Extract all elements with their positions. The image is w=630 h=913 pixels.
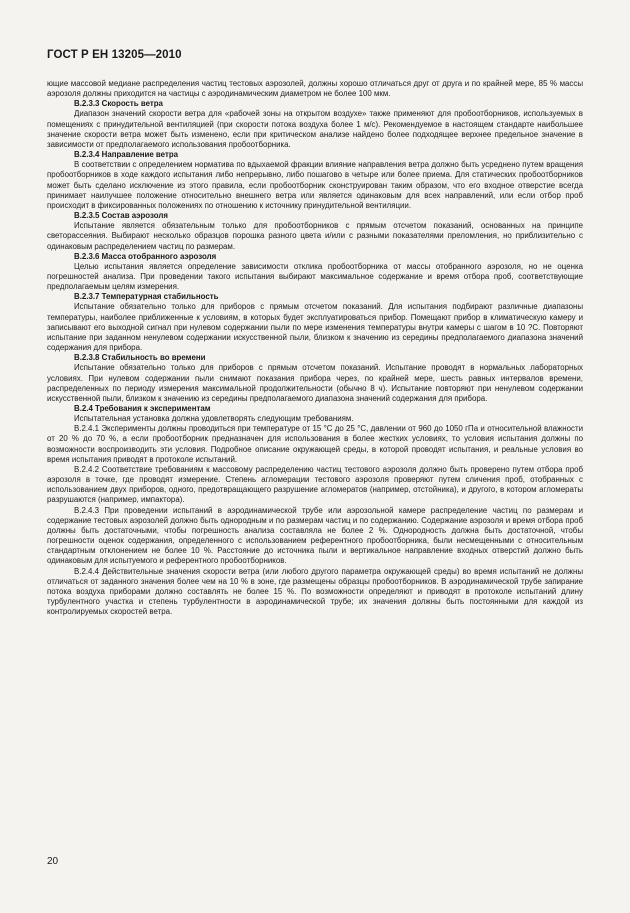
section-heading: В.2.3.4 Направление ветра [74,150,179,160]
paragraph: Диапазон значений скорости ветра для «рабочей зоны на открытом воздухе» также применяют для пробоотборников, используемых в помещениях с принудительной вентиляцией (при скорости потока воздуха более 1 м/с). Рекомендуемое в настоящем стандарте наибольшее значение скорости ветра может быть изменено, если при критическом анализе найдено более подходящее верхнее предельное значение в зависимости от предполагаемого использования пробоотборника. [47,109,583,149]
paragraph: В.2.4.4 Действительные значения скорости ветра (или любого другого параметра окружающей среды) во время испытаний не должны отличаться от заданного значения более чем на 10 % в зоне, где размещены образцы пробоотборников. В аэродинамической трубе запирание потока воздуха приборами должно составлять не более 15 %. По возможности определяют и приводят в протоколе испытаний длину турбулентного участка и степень турбулентности в аэродинамической трубе; их значения должны быть постоянными для каждой из контролируемых скоростей ветра. [47,566,583,617]
section-heading: В.2.4 Требования к экспериментам [74,404,211,413]
paragraph: В.2.4.2 Соответствие требованиям к массовому распределению частиц тестового аэрозоля должно быть проверено путем отбора проб аэрозоля в точке, где проводят измерение. Степень агломерации тестового аэрозоля проверяют путем сличения проб, отобранных с использованием двух приборов, одного, предотвращающего разрушение агломератов (например, отстойника), и другого, в котором агломераты разрушаются (например, импактора). [47,464,583,505]
paragraph: Целью испытания является определение зависимости отклика пробоотборника от массы отобранного аэрозоля, но не оценка погрешностей анализа. При проведении такого испытания выбирают максимальное содержание и время отбора проб, соответствующие предполагаемым целям измерения. [47,261,583,292]
paragraph: Испытание является обязательным только для пробоотборников с прямым отсчетом показаний, основанных на принципе светорассеяния. Выбирают несколько образцов порошка разного цвета и/или с разными показателями преломления, но приблизительно с одинаковым распределением частиц по размерам. [47,221,583,251]
paragraph: Испытание обязательно только для приборов с прямым отсчетом показаний. Для испытания подбирают различные диапазоны температуры, наиболее приближенные к условиям, в которых будет эксплуатироваться прибор. Помещают прибор в климатическую камеру и записывают его выходной сигнал при нулевом содержании пыли по мере изменения температуры внутри камеры с шагом в 10 ?С. Повторяют испытание при заданном ненулевом содержании искусственной пыли, близком к значению из середины предполагаемого диапазона значений содержания для прибора. [47,302,583,353]
section-heading: В.2.3.6 Масса отобранного аэрозоля [74,251,217,261]
document-body [47,79,583,617]
paragraph: Испытательная установка должна удовлетворять следующим требованиям. [74,414,354,424]
paragraph: В.2.4.3 При проведении испытаний в аэродинамической трубе или аэрозольной камере распределение частиц по размерам и содержание тестовых аэрозолей должно быть однородным и по размерам частиц и по содержанию. Содержание аэрозоля и время отбора проб должны быть достаточными, чтобы погрешность анализа составляла не более 2 %. Однородность должна быть достаточной, чтобы погрешности оценок содержания, определенного с использованием референтного пробоотборника, были несмещенными с относительным стандартным отклонением не более 10 %. Расстояние до источника пыли и вертикальное направление входных отверстий должно быть одинаковым для испытуемого и референтного пробоотборников. [47,505,583,566]
section-heading: В.2.3.8 Стабильность во времени [74,353,206,363]
paragraph: В соответствии с определением норматива по вдыхаемой фракции влияние направления ветра должно быть усреднено путем вращения пробоотборников в ходе каждого испытания либо непрерывно, либо пошагово в четыре или более приема. Для статических пробоотборников может быть сделано исключение из этого правила, если пробоотборник сконструирован таким образом, что его входное отверстие всегда принимает наилучшее положение относительно внешнего ветра или является одинаковым для всех направлений, или если отбор проб происходит в фиксированных положениях по отношению к источнику принудительной вентиляции. [47,160,583,210]
section-heading: В.2.3.5 Состав аэрозоля [74,211,168,221]
section-heading: В.2.3.3 Скорость ветра [74,99,163,109]
paragraph: ющие массовой медиане распределения частиц тестовых аэрозолей, должны хорошо отличаться друг от друга и по крайней мере, 85 % массы аэрозоля должны приходится на частицы с аэродинамическим диаметром не более 100 мкм. [47,79,583,99]
paragraph: В.2.4.1 Эксперименты должны проводиться при температуре от 15 °С до 25 °С, давлении от 960 до 1050 гПа и относительной влажности от 20 % до 70 %, а если пробоотборник предназначен для использования в более жестких условиях, то условия испытания должны по возможности воспроизводить эти условия. Подробное описание окружающей среды, в которой проводят испытания, и реальные условия во время испытания приводят в протоколе испытаний. [47,424,583,464]
page-header: ГОСТ Р ЕН 13205—2010 [47,49,182,61]
page-number: 20 [47,856,59,867]
section-heading: В.2.3.7 Температурная стабильность [74,292,219,302]
paragraph: Испытание обязательно только для приборов с прямым отсчетом показаний. Испытание проводят в нормальных лабораторных условиях. При нулевом содержании пыли снимают показания прибора через, по крайней мере, шесть равных интервалов времени, распределенных по периоду измерения максимальной продолжительности (обычно 8 ч). Испытание повторяют при ненулевом содержании искусственной пыли, близком к значению из середины предполагаемого диапазона значений содержания для прибора. [47,363,583,403]
